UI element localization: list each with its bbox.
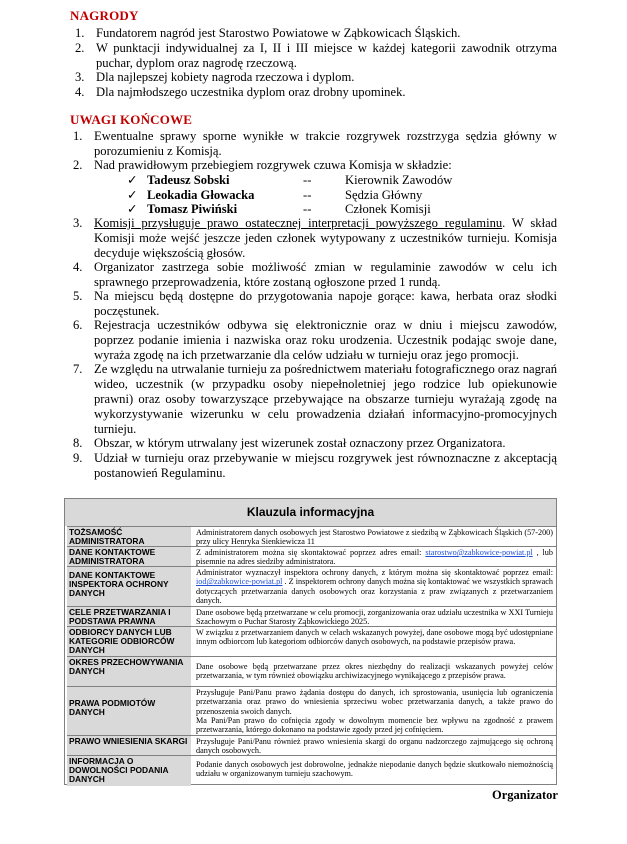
list-item: [73, 289, 557, 319]
row-value: Administratorem danych osobowych jest Starostwo Powiatowe z siedzibą w Ząbkowicach Śląskich (57-200) przy ulicy Henryka Sienkiewicza 11: [196, 528, 553, 547]
table-row: [67, 526, 556, 547]
row-label: DANE KONTAKTOWE ADMINISTRATORA: [67, 547, 191, 567]
row-label: OKRES PRZECHOWYWANIA DANYCH: [67, 657, 191, 687]
table-row: [67, 735, 556, 756]
row-label: DANE KONTAKTOWE INSPEKTORA OCHRONY DANYCH: [67, 567, 191, 607]
item-number: 5.: [73, 289, 83, 303]
member-name: Leokadia Głowacka: [147, 188, 255, 202]
table-row: [67, 686, 556, 736]
value-text: Przysługuje Pani/Panu prawo żądania dostępu do danych, ich sprostowania, usunięcia lub ograniczenia przetwarzania oraz prawo do wniesienia sprzeciwu wobec przetwarzania danych, a także prawo do przenoszenia swoich danych.: [196, 688, 553, 716]
section-heading-nagrody: NAGRODY: [70, 8, 139, 23]
list-item: [73, 158, 557, 173]
row-label: PRAWO WNIESIENIA SKARGI: [67, 736, 191, 756]
item-number: 3.: [73, 216, 83, 230]
item-text: W punktacji indywidualnej za I, II i III miejsce w każdej kategorii zawodnik otrzyma puchar, dyplom oraz nagrodę rzeczową.: [96, 41, 557, 70]
value-text: Administrator wyznaczył inspektora ochrony danych, z którym można się skontaktować poprzez email:: [196, 568, 553, 577]
member-role: Kierownik Zawodów: [345, 173, 453, 187]
item-text: Ewentualne sprawy sporne wynikłe w trakcie rozgrywek rozstrzyga sędzia główny w porozumieniu z Komisją.: [94, 129, 557, 158]
table-row: [67, 606, 556, 627]
item-text: Udział w turnieju oraz przebywanie w miejscu rozgrywek jest równoznaczne z akceptacją postanowień Regulaminu.: [94, 451, 557, 480]
row-value: Dane osobowe będą przetwarzane w celu promocji, zorganizowania oraz udziału uczestnika w XXI Turnieju Szachowym o Puchar Starosty Ząbkowickiego 2025.: [196, 608, 553, 627]
item-number: 4.: [73, 260, 83, 274]
row-label: TOŻSAMOŚĆ ADMINISTRATORA: [67, 527, 191, 547]
item-text: [94, 216, 557, 261]
row-label: PRAWA PODMIOTÓW DANYCH: [67, 687, 191, 736]
item-text: Ze względu na utrwalanie turnieju za pośrednictwem materiału fotograficznego oraz nagrań wideo, uczestnik (w przypadku osoby niepełnoletniej jego rodzice lub opiekunowie prawni) oraz osoby towarzyszące przebywające na obszarze turnieju wyrażają zgodę na wykorzystywanie wizerunku w celu prowadzenia działań informacyjno-promocyjnych turnieju.: [94, 362, 557, 436]
row-value: Podanie danych osobowych jest dobrowolne, jednakże niepodanie danych będzie skutkowało niemożnością udziału w organizowanym turnieju szachowym.: [196, 760, 553, 779]
item-text: Nad prawidłowym przebiegiem rozgrywek czuwa Komisja w składzie:: [94, 158, 452, 172]
table-row: [67, 566, 556, 607]
table-row: [67, 755, 556, 786]
list-item: [75, 26, 557, 41]
signature-organizer: Organizator: [492, 788, 558, 802]
item-number: 6.: [73, 318, 83, 332]
list-item: [73, 318, 557, 363]
underlined-text: Komisji przysługuje prawo ostatecznej interpretacji powyższego regulaminu: [94, 216, 503, 230]
checkmark-icon: ✓: [127, 202, 138, 216]
item-text: Dla najlepszej kobiety nagroda rzeczowa i dyplom.: [96, 70, 355, 84]
item-number: 3.: [75, 70, 85, 84]
item-number: 1.: [73, 129, 83, 143]
member-separator: --: [303, 188, 312, 202]
list-item: [73, 362, 557, 437]
item-text: Organizator zastrzega sobie możliwość zmian w regulaminie zawodów w celu ich sprawnego przeprowadzenia, które zostaną ogłoszone przed 1 rundą.: [94, 260, 557, 289]
item-number: 8.: [73, 436, 83, 450]
value-text: , lub pisemnie na adres siedziby administratora.: [196, 548, 553, 567]
value-text: . Z inspektorem ochrony danych można się kontaktować we wszystkich sprawach dotyczących przetwarzania danych osobowych oraz korzystania z praw związanych z przetwarzaniem danych.: [196, 577, 553, 605]
list-item: [75, 85, 557, 100]
clause-title: Klauzula informacyjna: [65, 499, 556, 526]
information-clause-table: [64, 498, 557, 785]
member-separator: --: [303, 202, 312, 216]
email-link[interactable]: starostwo@zabkowice-powiat.pl: [425, 548, 533, 557]
item-number: 1.: [75, 26, 85, 40]
row-value: [195, 567, 554, 607]
table-row: [67, 546, 556, 567]
row-label: ODBIORCY DANYCH LUB KATEGORIE ODBIORCÓW DANYCH: [67, 627, 191, 657]
checkmark-icon: ✓: [127, 188, 138, 202]
commission-member: [127, 202, 457, 217]
item-text: Rejestracja uczestników odbywa się elektronicznie oraz w dniu i miejscu zawodów, poprzez podanie imienia i nazwiska oraz roku urodzenia. Uczestnik podając swoje dane, wyraża zgodę na ich przetwarzanie dla celów udziału w turnieju oraz jego promocji.: [94, 318, 557, 362]
member-name: Tomasz Piwiński: [147, 202, 238, 216]
row-label: INFORMACJA O DOWOLNOŚCI PODANIA DANYCH: [67, 756, 191, 786]
section-heading-uwagi: UWAGI KOŃCOWE: [70, 112, 193, 127]
item-number: 7.: [73, 362, 83, 376]
item-number: 2.: [75, 41, 85, 55]
row-value: W związku z przetwarzaniem danych w celach wskazanych powyżej, dane osobowe mogą być udostępniane innym odbiorcom lub kategoriom odbiorców danych osobowych, na podstawie przepisów prawa.: [196, 628, 553, 647]
row-label: CELE PRZETWARZANIA I PODSTAWA PRAWNA: [67, 607, 191, 627]
row-value: Dane osobowe będą przetwarzane przez okres niezbędny do realizacji wskazanych powyżej celów przetwarzania, w tym również obowiązku archiwizacyjnego wynikającego z przepisów prawa.: [196, 662, 553, 681]
table-row: [67, 656, 556, 687]
row-value: [195, 547, 554, 567]
list-item: [73, 216, 557, 261]
member-role: Sędzia Główny: [345, 188, 423, 202]
table-row: [67, 626, 556, 657]
item-text-rest: . W skład Komisji może wejść jeszcze jeden członek wytypowany z uczestników turnieju. Komisja decyduje większością głosów.: [94, 216, 557, 260]
commission-member: [127, 188, 457, 203]
row-value: Przysługuje Pani/Panu również prawo wniesienia skargi do organu nadzorczego zajmującego się ochroną danych osobowych.: [196, 737, 553, 756]
checkmark-icon: ✓: [127, 173, 138, 187]
value-text: Z administratorem można się skontaktować poprzez adres email:: [196, 548, 426, 557]
commission-member: [127, 173, 457, 188]
row-value: [195, 687, 554, 736]
member-name: Tadeusz Sobski: [147, 173, 230, 187]
item-text: Fundatorem nagród jest Starostwo Powiatowe w Ząbkowicach Śląskich.: [96, 26, 461, 40]
list-item: [73, 451, 557, 481]
item-number: 9.: [73, 451, 83, 465]
item-text: Na miejscu będą dostępne do przygotowania napoje gorące: kawa, herbata oraz słodki poczęstunek.: [94, 289, 557, 318]
item-number: 4.: [75, 85, 85, 99]
member-role: Członek Komisji: [345, 202, 431, 216]
value-text: Ma Pani/Pan prawo do cofnięcia zgody w dowolnym momencie bez wpływu na zgodność z prawem przetwarzania, którego dokonano na podstawie zgody przed jej cofnięciem.: [196, 715, 553, 735]
member-separator: --: [303, 173, 312, 187]
list-item: [73, 436, 557, 451]
list-item: [75, 70, 557, 85]
list-item: [73, 129, 557, 159]
item-number: 2.: [73, 158, 83, 172]
list-item: [73, 260, 557, 290]
item-text: Obszar, w którym utrwalany jest wizerunek został oznaczony przez Organizatora.: [94, 436, 506, 450]
list-item: [75, 41, 557, 71]
item-text: Dla najmłodszego uczestnika dyplom oraz drobny upominek.: [96, 85, 406, 99]
email-link[interactable]: iod@zabkowice-powiat.pl: [196, 577, 283, 587]
